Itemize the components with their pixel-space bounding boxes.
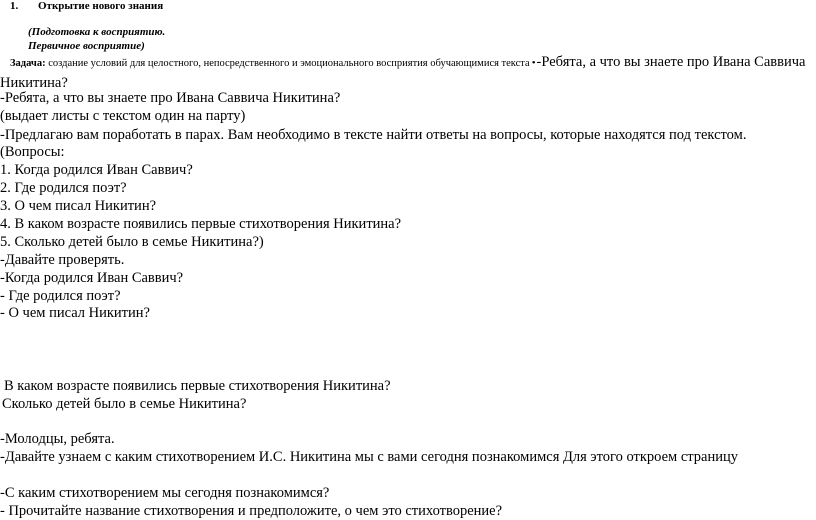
question-line: 3. О чем писал Никитин? [0, 198, 157, 214]
stage-line-1: (Подготовка к восприятию. [28, 26, 166, 38]
bullet-icon: • [531, 57, 536, 69]
text-line: (выдает листы с текстом один на парту) [0, 108, 246, 124]
text-line: (Вопросы: [0, 144, 65, 160]
text-line: В каком возрасте появились первые стихотворения Никитина? [4, 378, 391, 394]
question-line: 4. В каком возрасте появились первые стихотворения Никитина? [0, 216, 402, 232]
question-line: 2. Где родился поэт? [0, 180, 127, 196]
text-line: -С каким стихотворением мы сегодня познакомимся? [0, 485, 330, 501]
text-line: -Давайте проверять. [0, 252, 125, 268]
section-heading [0, 0, 163, 13]
question-line: 1. Когда родился Иван Саввич? [0, 162, 193, 178]
text-line: -Когда родился Иван Саввич? [0, 270, 184, 286]
task-text-block [0, 58, 530, 69]
text-line: -Предлагаю вам поработать в парах. Вам необходимо в тексте найти ответы на вопросы, которые находятся под текстом. [0, 127, 747, 143]
section-title: Открытие нового знания [38, 0, 164, 12]
text-line: - Где родился поэт? [0, 288, 121, 304]
text-line: -Молодцы, ребята. [0, 431, 115, 447]
task-lead-question: -Ребята, а что вы знаете про Ивана Саввича Никитина? [0, 54, 806, 91]
text-line: - О чем писал Никитин? [0, 305, 150, 321]
text-line: -Давайте узнаем с каким стихотворением И.С. Никитина мы с вами сегодня познакомимся Для этого откроем страницу [0, 449, 739, 465]
task-paragraph [0, 52, 816, 93]
task-label: Задача: [10, 58, 46, 69]
stage-line-2: Первичное восприятие) [28, 40, 145, 52]
task-text: создание условий для целостного, непосредственного и эмоционального восприятия обучающимися текста [48, 58, 530, 69]
section-number: 1. [10, 0, 19, 12]
text-line: - Прочитайте название стихотворения и предположите, о чем это стихотворение? [0, 503, 503, 519]
text-line: -Ребята, а что вы знаете про Ивана Саввича Никитина? [0, 90, 341, 106]
text-line: Сколько детей было в семье Никитина? [2, 396, 247, 412]
question-line: 5. Сколько детей было в семье Никитина?) [0, 234, 264, 250]
